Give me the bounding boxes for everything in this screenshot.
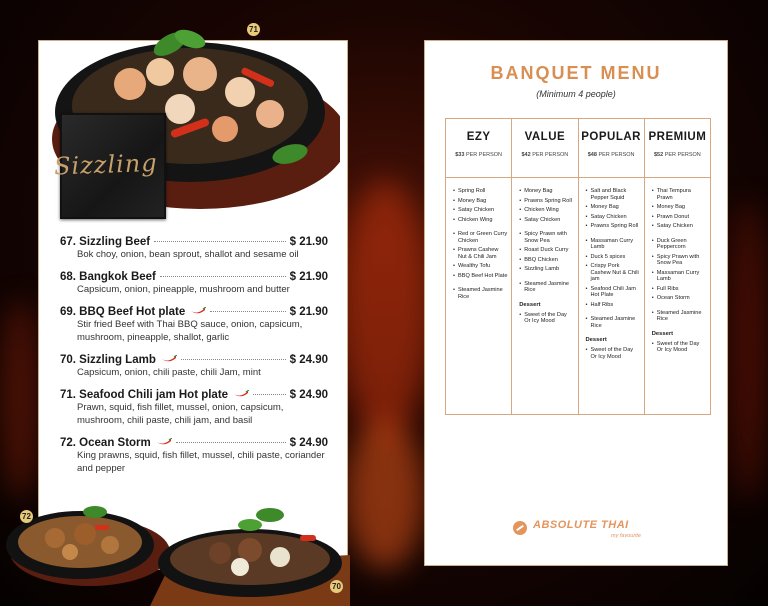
package-item: • Spicy Prawn with Snow Pea — [519, 231, 574, 244]
menu-item-name: 71. Seafood Chili jam Hot plate — [60, 389, 229, 401]
package-item: • Prawns Spring Roll — [519, 198, 574, 205]
menu-item-description: Capsicum, onion, pineapple, mushroom and butter — [77, 284, 290, 295]
package-price — [579, 152, 644, 158]
package-price-value: $42 — [521, 152, 531, 158]
menu-item-description: Bok choy, onion, bean sprout, shallot and sesame oil — [77, 249, 299, 260]
package-item: • Salt and Black Pepper Squid — [586, 188, 641, 201]
brand-mark-icon — [513, 521, 527, 535]
package-item: • Sweet of the Day Or Icy Mood — [586, 347, 641, 360]
package-item: • Prawns Spring Roll — [586, 223, 641, 230]
fire-glow — [340, 180, 430, 440]
banquet-column — [446, 119, 512, 414]
package-items — [645, 178, 710, 354]
package-item: • Steamed Jasmine Rice — [652, 310, 707, 323]
dot-leader — [210, 311, 285, 312]
package-price-unit: PER PERSON — [532, 152, 569, 158]
section-heading: Dessert — [519, 301, 541, 308]
package-item: • Spicy Prawn with Snow Pea — [652, 254, 707, 267]
sizzling-beef-dish-image — [150, 495, 350, 606]
chili-icon — [161, 355, 177, 362]
page-title: BANQUET MENU — [490, 63, 662, 83]
package-item: • Massaman Curry Lamb — [586, 238, 641, 251]
menu-item-name: 69. BBQ Beef Hot plate — [60, 306, 186, 318]
package-item: • Massaman Curry Lamb — [652, 270, 707, 283]
page-number-72: 72 — [20, 510, 33, 523]
chili-icon — [233, 390, 249, 397]
package-item: • Seafood Chili Jam Hot Plate — [586, 286, 641, 299]
package-price-value: $48 — [587, 152, 597, 158]
banquet-column — [645, 119, 710, 414]
menu-item-price: $ 21.90 — [289, 236, 328, 248]
package-item: • Satay Chicken — [453, 207, 508, 214]
menu-item[interactable] — [60, 437, 328, 475]
package-items — [512, 178, 577, 325]
package-name: VALUE — [524, 131, 566, 143]
package-price-unit: PER PERSON — [598, 152, 635, 158]
chili-icon — [190, 307, 206, 314]
menu-item-description: Prawn, squid, fish fillet, mussel, onion, capsicum, mushroom, chili paste, chili jam, and basil — [77, 402, 284, 426]
banquet-column-header — [645, 131, 710, 178]
package-item: • BBQ Beef Hot Plate — [453, 273, 508, 280]
menu-item[interactable] — [60, 389, 328, 427]
package-item: • Money Bag — [519, 188, 574, 195]
menu-item-name: 67. Sizzling Beef — [60, 236, 151, 248]
curry-dish-image — [0, 490, 170, 590]
package-item: • Satay Chicken — [652, 223, 707, 230]
package-item: • Spring Roll — [453, 188, 508, 195]
package-item: • Prawns Cashew Nut & Chili Jam — [453, 247, 508, 260]
package-price-value: $52 — [653, 152, 664, 158]
package-item: • Half Ribs — [586, 302, 641, 309]
banquet-column-header — [446, 131, 511, 178]
page-subtitle: (Minimum 4 people) — [536, 89, 616, 99]
package-item: • Sweet of the Day Or Icy Mood — [519, 312, 574, 325]
menu-item-description: Stir fried Beef with Thai BBQ sauce, onion, capsicum, mushroom, pineapple, shallot, garlic — [77, 319, 303, 343]
brand-name: ABSOLUTE THAI — [533, 519, 629, 531]
menu-item[interactable] — [60, 306, 328, 344]
menu-item[interactable] — [60, 354, 328, 379]
menu-item-price: $ 21.90 — [289, 271, 328, 283]
package-item: • Steamed Jasmine Rice — [586, 316, 641, 329]
package-price — [446, 152, 511, 158]
banquet-column — [512, 119, 578, 414]
menu-item[interactable] — [60, 236, 328, 261]
dot-leader — [160, 276, 286, 277]
package-items — [446, 178, 511, 300]
package-name: PREMIUM — [648, 131, 707, 143]
package-item: • Satay Chicken — [586, 214, 641, 221]
package-items — [579, 178, 644, 360]
package-price — [512, 152, 577, 158]
package-item: • Steamed Jasmine Rice — [519, 281, 574, 294]
package-price-value: $33 — [455, 152, 465, 158]
fire-glow — [345, 420, 425, 570]
page-number-71: 71 — [247, 23, 260, 36]
package-item: • Satay Chicken — [519, 217, 574, 224]
chili-icon — [156, 438, 172, 445]
banquet-column-header — [579, 131, 644, 178]
package-item: • Steamed Jasmine Rice — [453, 287, 508, 300]
package-item: • Chicken Wing — [519, 207, 574, 214]
package-item: • Money Bag — [652, 204, 707, 211]
menu-item[interactable] — [60, 271, 328, 296]
package-name: POPULAR — [581, 131, 641, 143]
package-item: • Duck Green Peppercorn — [652, 238, 707, 251]
menu-item-description: Capsicum, onion, chili paste, chili Jam, mint — [77, 367, 261, 378]
fire-glow — [728, 200, 768, 500]
section-heading: Dessert — [651, 330, 674, 337]
package-item: • Thai Tempura Prawn — [652, 188, 707, 201]
banquet-column — [579, 119, 645, 414]
package-item: • Full Ribs — [652, 286, 707, 293]
package-price-unit: PER PERSON — [465, 152, 503, 158]
package-item: • Red or Green Curry Chicken — [453, 231, 508, 244]
page-number-70: 70 — [330, 580, 343, 593]
fire-glow — [0, 300, 40, 500]
dot-leader — [181, 359, 286, 360]
banquet-column-header — [512, 131, 577, 178]
dot-leader — [154, 241, 286, 242]
package-item: • Sizzling Lamb — [519, 266, 574, 273]
menu-item-name: 68. Bangkok Beef — [60, 271, 156, 283]
category-label: Sizzling — [53, 148, 159, 181]
menu-item-price: $ 24.90 — [289, 354, 328, 366]
package-price-unit: PER PERSON — [664, 152, 701, 158]
package-item: • Wealthy Tofu — [453, 263, 508, 270]
package-item: • Sweet of the Day Or Icy Mood — [652, 341, 707, 354]
menu-item-description: King prawns, squid, fish fillet, mussel, chili paste, coriander and pepper — [77, 450, 325, 474]
package-name: EZY — [466, 131, 491, 143]
dot-leader — [253, 394, 286, 395]
package-item: • Roast Duck Curry — [519, 247, 574, 254]
menu-item-price: $ 24.90 — [289, 389, 328, 401]
menu-item-price: $ 21.90 — [289, 306, 328, 318]
menu-item-name: 70. Sizzling Lamb — [60, 354, 156, 366]
banquet-table — [445, 118, 711, 415]
package-item: • Crispy Pork Cashew Nut & Chili jam — [586, 263, 641, 283]
package-item: • Ocean Storm — [652, 295, 707, 302]
package-item: • Duck 5 spices — [586, 254, 641, 261]
menu-item-name: 72. Ocean Storm — [60, 437, 151, 449]
package-item: • Money Bag — [453, 198, 508, 205]
section-heading: Dessert — [585, 337, 607, 343]
menu-item-price: $ 24.90 — [289, 437, 328, 449]
package-item: • Prawn Donut — [652, 214, 707, 221]
package-item: • BBQ Chicken — [519, 257, 574, 264]
package-price — [645, 152, 710, 158]
banquet-menu-page — [424, 40, 728, 566]
dot-leader — [176, 442, 286, 443]
menu-item-list — [60, 236, 328, 485]
package-item: • Money Bag — [586, 204, 641, 211]
package-item: • Chicken Wing — [453, 217, 508, 224]
brand-tagline: my favourite — [611, 533, 641, 539]
